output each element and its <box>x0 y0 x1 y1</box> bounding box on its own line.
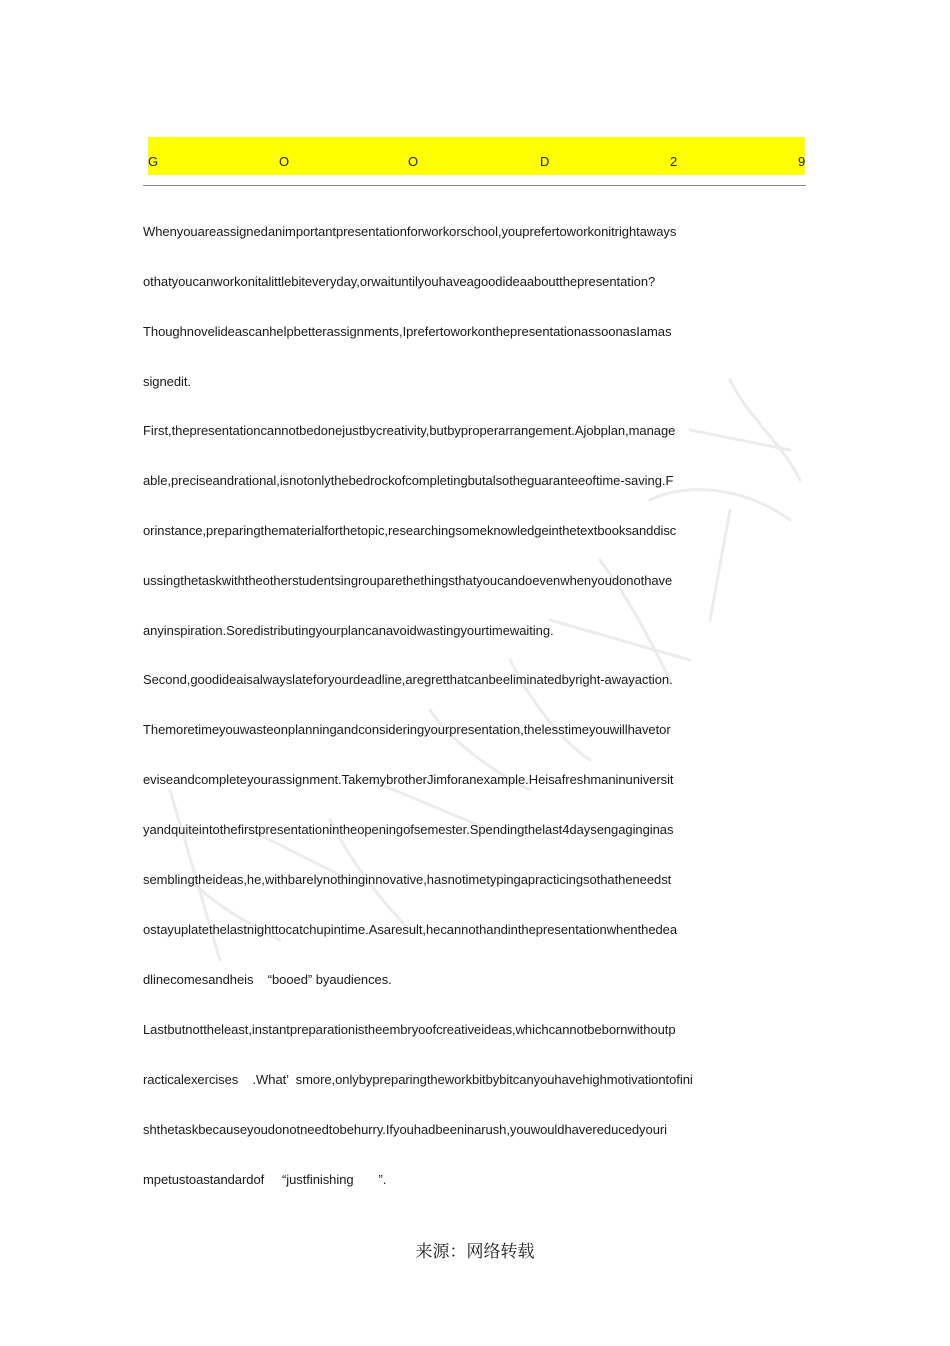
body-line-4: signedit. <box>143 374 191 389</box>
body-line-12: eviseandcompleteyourassignment.TakemybrotherJimforanexample.Heisafreshmaninuniversit <box>143 772 674 787</box>
header-letter-2: 2 <box>670 154 678 169</box>
body-line-20: mpetustoastandardof “justfinishing ”. <box>143 1172 387 1187</box>
body-line-15: ostayuplatethelastnighttocatchupintime.Asaresult,hecannothandinthepresentationwhenthedea <box>143 922 678 937</box>
body-line-8: ussingthetaskwiththeotherstudentsingrouparethethingsthatyoucandoevenwhenyoudonothave <box>143 573 673 588</box>
header-divider <box>143 185 806 186</box>
body-line-16: dlinecomesandheis “booed” byaudiences. <box>143 972 392 987</box>
header-letter-9: 9 <box>798 154 806 169</box>
body-line-2: othatyoucanworkonitalittlebiteveryday,orwaituntilyouhaveagoodideaaboutthepresentation? <box>143 274 656 289</box>
header-highlight-band <box>148 137 805 175</box>
body-line-6: able,preciseandrational,isnotonlythebedrockofcompletingbutalsotheguaranteeoftime-saving.F <box>143 473 674 488</box>
body-line-18: racticalexercises .What’ smore,onlybypreparingtheworkbitbybitcanyouhavehighmotivationtofini <box>143 1072 693 1087</box>
body-line-7: orinstance,preparingthematerialforthetopic,researchingsomeknowledgeinthetextbooksanddisc <box>143 523 677 538</box>
body-line-13: yandquiteintothefirstpresentationintheopeningofsemester.Spendingthelast4daysengaginginas <box>143 822 674 837</box>
body-line-14: semblingtheideas,he,withbarelynothinginnovative,hasnotimetypingapracticingsothatheneedst <box>143 872 672 887</box>
body-line-9: anyinspiration.Soredistributingyourplancanavoidwastingyourtimewaiting. <box>143 623 554 638</box>
body-line-3: Thoughnovelideascanhelpbetterassignments,IprefertoworkonthepresentationassoonasIamas <box>143 324 672 339</box>
body-line-19: shthetaskbecauseyoudonotneedtobehurry.Ifyouhadbeeninarush,youwouldhavereducedyouri <box>143 1122 667 1137</box>
header-letter-o1: O <box>279 154 290 169</box>
source-footer: 来源：网络转载 <box>415 1242 535 1262</box>
body-line-5: First,thepresentationcannotbedonejustbycreativity,butbyproperarrangement.Ajobplan,manage <box>143 423 676 438</box>
body-line-1: Whenyouareassignedanimportantpresentationforworkorschool,youprefertoworkonitrightaways <box>143 224 677 239</box>
header-letter-g: G <box>148 154 159 169</box>
body-line-11: Themoretimeyouwasteonplanningandconsideringyourpresentation,thelesstimeyouwillhavetor <box>143 722 671 737</box>
body-line-17: Lastbutnottheleast,instantpreparationistheembryoofcreativeideas,whichcannotbebornwithoutp <box>143 1022 676 1037</box>
body-line-10: Second,goodideaisalwayslateforyourdeadline,aregretthatcanbeeliminatedbyright-awayaction. <box>143 672 673 687</box>
header-letter-d: D <box>540 154 550 169</box>
header-letter-o2: O <box>408 154 419 169</box>
